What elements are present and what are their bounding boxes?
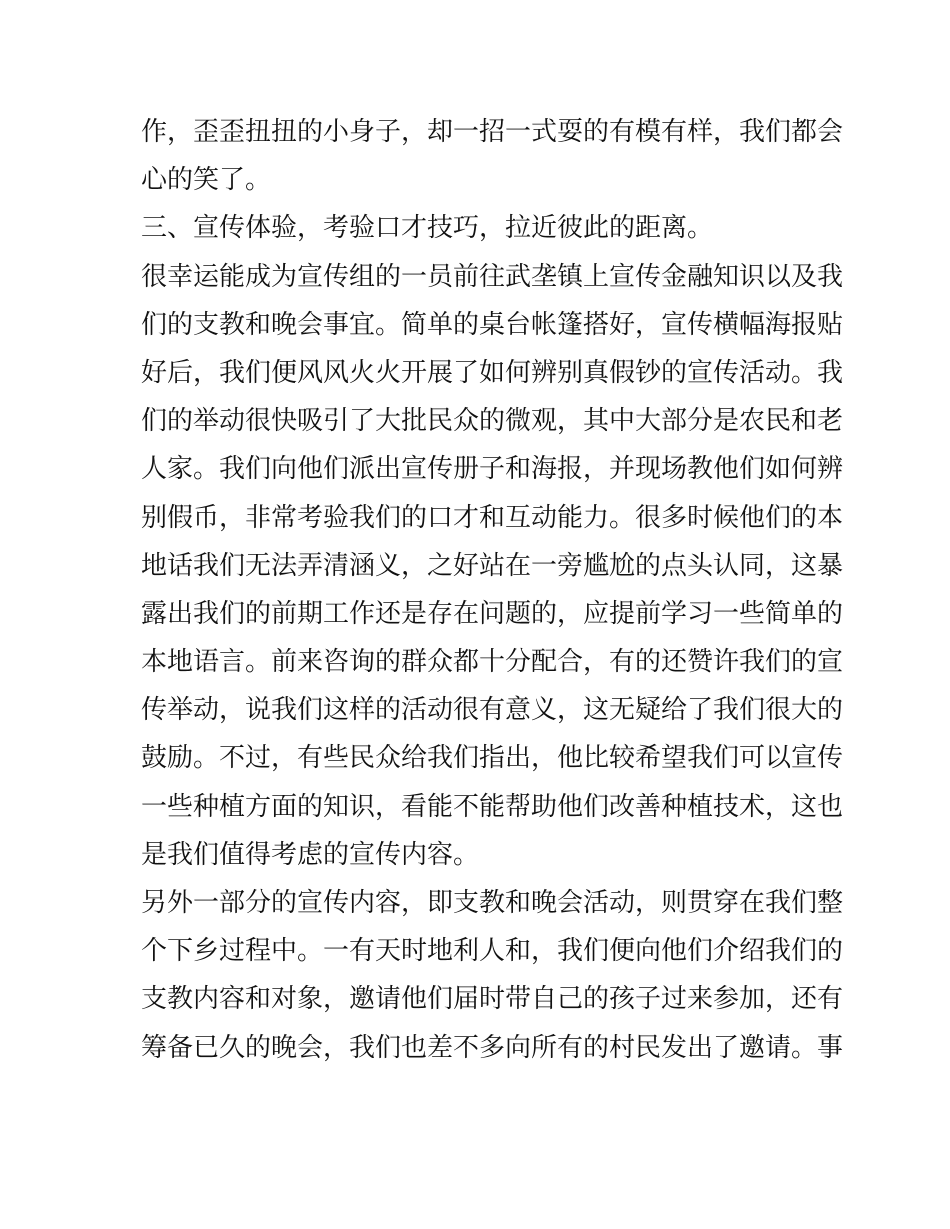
body-text (141, 108, 844, 1072)
text-line: 好后，我们便风风火火开展了如何辨别真假钞的宣传活动。我 (141, 357, 844, 388)
text-line: 一些种植方面的知识，看能不能帮助他们改善种植技术，这也 (141, 791, 844, 822)
text-line: 很幸运能成为宣传组的一员前往武垄镇上宣传金融知识以及我 (141, 261, 844, 292)
text-line: 露出我们的前期工作还是存在问题的，应提前学习一些简单的 (141, 598, 844, 629)
text-line: 们的举动很快吸引了大批民众的微观，其中大部分是农民和老 (141, 406, 844, 437)
text-line: 是我们值得考虑的宣传内容。 (141, 839, 480, 870)
text-line: 另外一部分的宣传内容，即支教和晚会活动，则贯穿在我们整 (141, 888, 844, 918)
text-line: 传举动，说我们这样的活动很有意义，这无疑给了我们很大的 (141, 695, 844, 726)
text-line: 们的支教和晚会事宜。简单的桌台帐篷搭好，宣传横幅海报贴 (141, 309, 844, 340)
text-line: 个下乡过程中。一有天时地利人和，我们便向他们介绍我们的 (141, 936, 844, 967)
text-line: 作，歪歪扭扭的小身子，却一招一式耍的有模有样，我们都会 (141, 117, 844, 147)
text-line: 别假币，非常考验我们的口才和互动能力。很多时候他们的本 (141, 502, 844, 533)
section-heading: 三、宣传体验，考验口才技巧，拉近彼此的距离。 (141, 213, 714, 244)
text-line: 人家。我们向他们派出宣传册子和海报，并现场教他们如何辨 (141, 454, 844, 485)
text-line: 地话我们无法弄清涵义，之好站在一旁尴尬的点头认同，这暴 (141, 550, 844, 581)
text-line: 心的笑了。 (141, 165, 272, 196)
text-line: 支教内容和对象，邀请他们届时带自己的孩子过来参加，还有 (141, 984, 844, 1015)
text-line: 本地语言。前来咨询的群众都十分配合，有的还赞许我们的宣 (141, 647, 844, 678)
text-line: 筹备已久的晚会，我们也差不多向所有的村民发出了邀请。事 (141, 1032, 844, 1063)
text-line: 鼓励。不过，有些民众给我们指出，他比较希望我们可以宣传 (141, 743, 844, 774)
